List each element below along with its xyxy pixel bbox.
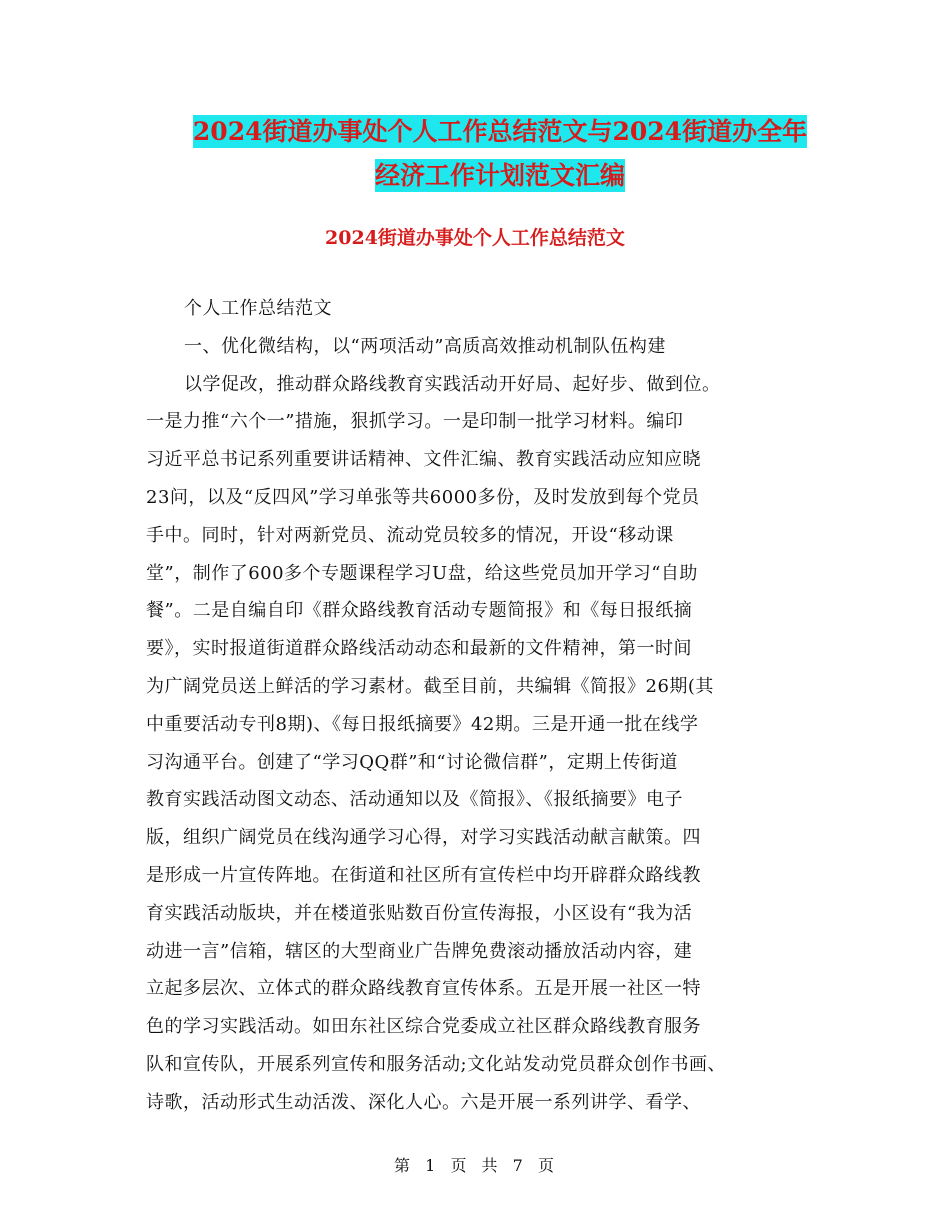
body-line: 中重要活动专刊8期)、《每日报纸摘要》42期。三是开通一批在线学 [146, 713, 699, 735]
body-line: 一、优化微结构，以“两项活动”高质高效推动机制队伍构建 [184, 335, 666, 357]
title-line-1: 2024街道办事处个人工作总结范文与2024街道办全年 [192, 117, 808, 146]
body-line: 手中。同时，针对两新党员、流动党员较多的情况，开设“移动课 [146, 524, 674, 546]
body-text [146, 290, 826, 1122]
footer-total-pages: 7 [512, 1156, 525, 1175]
body-line: 堂”，制作了600多个专题课程学习U盘，给这些党员加开学习“自助 [146, 562, 698, 584]
footer-label-ye: 页 [450, 1156, 469, 1175]
title-line-2: 经济工作计划范文汇编 [374, 161, 625, 190]
page-footer [0, 1153, 950, 1176]
document-title [130, 110, 870, 198]
body-line: 为广阔党员送上鲜活的学习素材。截至目前，共编辑《简报》26期(其 [146, 675, 714, 697]
footer-label-di: 第 [394, 1156, 413, 1175]
body-line: 习沟通平台。创建了“学习QQ群”和“讨论微信群”，定期上传街道 [146, 751, 678, 773]
body-line: 个人工作总结范文 [184, 298, 332, 319]
body-line: 队和宣传队，开展系列宣传和服务活动;文化站发动党员群众创作书画、 [146, 1053, 727, 1075]
body-line: 教育实践活动图文动态、活动通知以及《简报》、《报纸摘要》电子 [146, 789, 683, 811]
body-line: 以学促改，推动群众路线教育实践活动开好局、起好步、做到位。 [184, 373, 721, 395]
body-line: 是形成一片宣传阵地。在街道和社区所有宣传栏中均开辟群众路线教 [146, 864, 701, 886]
body-line: 要》，实时报道街道群众路线活动动态和最新的文件精神，第一时间 [146, 638, 692, 660]
body-line: 立起多层次、立体式的群众路线教育宣传体系。五是开展一社区一特 [146, 978, 701, 1000]
footer-label-gong: 共 [481, 1156, 500, 1175]
body-line: 一是力推“六个一”措施，狠抓学习。一是印制一批学习材料。编印 [146, 411, 684, 433]
section-title: 2024街道办事处个人工作总结范文 [325, 227, 625, 249]
body-line: 育实践活动版块，并在楼道张贴数百份宣传海报，小区设有“我为活 [146, 902, 693, 924]
body-line: 诗歌，活动形式生动活泼、深化人心。六是开展一系列讲学、看学、 [146, 1091, 701, 1113]
footer-label-ye-2: 页 [537, 1156, 556, 1175]
body-line: 习近平总书记系列重要讲话精神、文件汇编、教育实践活动应知应晓 [146, 449, 701, 471]
body-line: 动进一言”信箱，辖区的大型商业广告牌免费滚动播放活动内容，建 [146, 940, 693, 962]
body-line: 版，组织广阔党员在线沟通学习心得，对学习实践活动献言献策。四 [146, 827, 701, 849]
body-line: 餐”。二是自编自印《群众路线教育活动专题简报》和《每日报纸摘 [146, 600, 693, 622]
footer-current-page: 1 [425, 1156, 438, 1175]
body-line: 23问，以及“反四风”学习单张等共6000多份，及时发放到每个党员 [146, 486, 700, 508]
body-line: 色的学习实践活动。如田东社区综合党委成立社区群众路线教育服务 [146, 1016, 701, 1038]
